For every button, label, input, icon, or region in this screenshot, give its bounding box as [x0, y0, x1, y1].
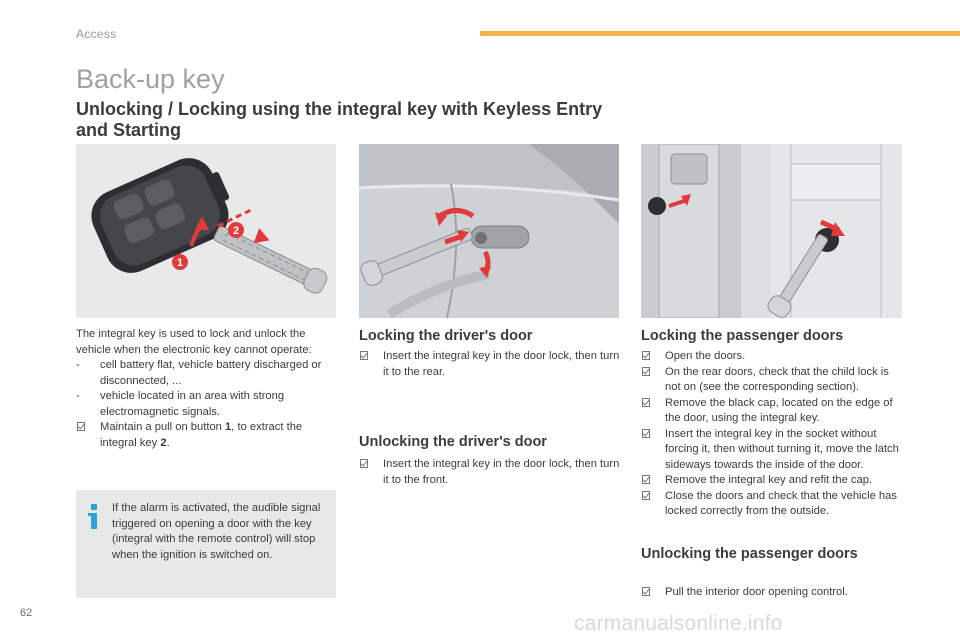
list-item: On the rear doors, check that the child lock is not on (see the corresponding section).	[641, 365, 903, 396]
locking-driver-list	[359, 349, 621, 380]
list-item	[76, 420, 338, 451]
checkbox-icon	[360, 351, 368, 360]
key-reference: 2	[160, 436, 167, 449]
driver-door-figure	[359, 144, 619, 318]
section-label: Access	[76, 27, 117, 41]
section-accent-bar	[480, 31, 960, 36]
intro-text: The integral key is used to lock and unlock the vehicle when the electronic key cannot operate:	[76, 328, 312, 356]
intro-conditions-list	[76, 358, 338, 451]
intro-action-text: Maintain a pull on button 1, to extract the integral key 2.	[100, 421, 303, 449]
list-item: Insert the integral key in the door lock, then turn it to the front.	[359, 457, 621, 488]
checkbox-icon	[642, 398, 650, 407]
list-item: Pull the interior door opening control.	[641, 585, 903, 601]
key-illustration	[76, 144, 336, 318]
page-subtitle: Unlocking / Locking using the integral key with Keyless Entry and Starting	[76, 99, 603, 140]
locking-passenger-heading: Locking the passenger doors	[641, 328, 844, 344]
unlocking-driver-heading: Unlocking the driver's door	[359, 434, 547, 450]
list-item-text: cell battery flat, vehicle battery discharged or disconnected, ...	[100, 359, 322, 387]
checkbox-icon	[642, 429, 650, 438]
checkbox-icon	[642, 351, 650, 360]
dash-marker: -	[76, 359, 80, 371]
checkbox-icon	[77, 422, 85, 431]
driver-door-illustration	[359, 144, 619, 318]
locking-driver-heading: Locking the driver's door	[359, 328, 533, 344]
list-item: Close the doors and check that the vehicle has locked correctly from the outside.	[641, 489, 903, 520]
info-text: If the alarm is activated, the audible signal triggered on opening a door with the key (integral with the remote control) will stop when the ignition is switched on.	[112, 502, 321, 561]
intro-section	[76, 327, 338, 451]
info-box	[76, 490, 336, 598]
unlocking-passenger-heading: Unlocking the passenger doors	[641, 546, 858, 562]
checkbox-icon	[642, 367, 650, 376]
checkbox-icon	[360, 459, 368, 468]
list-item: Insert the integral key in the door lock, then turn it to the rear.	[359, 349, 621, 380]
info-icon	[88, 504, 100, 534]
list-item: Insert the integral key in the socket without forcing it, then without turning it, move the latch sideways towards the inside of the door.	[641, 427, 903, 474]
checkbox-icon	[642, 475, 650, 484]
list-item	[76, 389, 338, 420]
list-item: Open the doors.	[641, 349, 903, 365]
list-item: Remove the integral key and refit the cap.	[641, 473, 903, 489]
page-number: 62	[20, 607, 33, 619]
passenger-door-figure	[641, 144, 902, 318]
locking-passenger-list	[641, 349, 903, 520]
callout-2: 2	[232, 225, 240, 237]
checkbox-icon	[642, 587, 650, 596]
key-figure	[76, 144, 336, 318]
list-item: Remove the black cap, located on the edge of the door, using the integral key.	[641, 396, 903, 427]
unlocking-passenger-list	[641, 585, 903, 601]
checkbox-icon	[642, 491, 650, 500]
dash-marker: -	[76, 390, 80, 402]
page-title: Back-up key	[76, 64, 225, 94]
button-reference: 1	[225, 421, 232, 433]
passenger-door-illustration	[641, 144, 902, 318]
list-item	[76, 358, 338, 389]
unlocking-driver-list	[359, 457, 621, 488]
callout-1: 1	[176, 257, 184, 269]
list-item-text: vehicle located in an area with strong electromagnetic signals.	[100, 390, 285, 418]
watermark: carmanualsonline.info	[574, 612, 783, 635]
